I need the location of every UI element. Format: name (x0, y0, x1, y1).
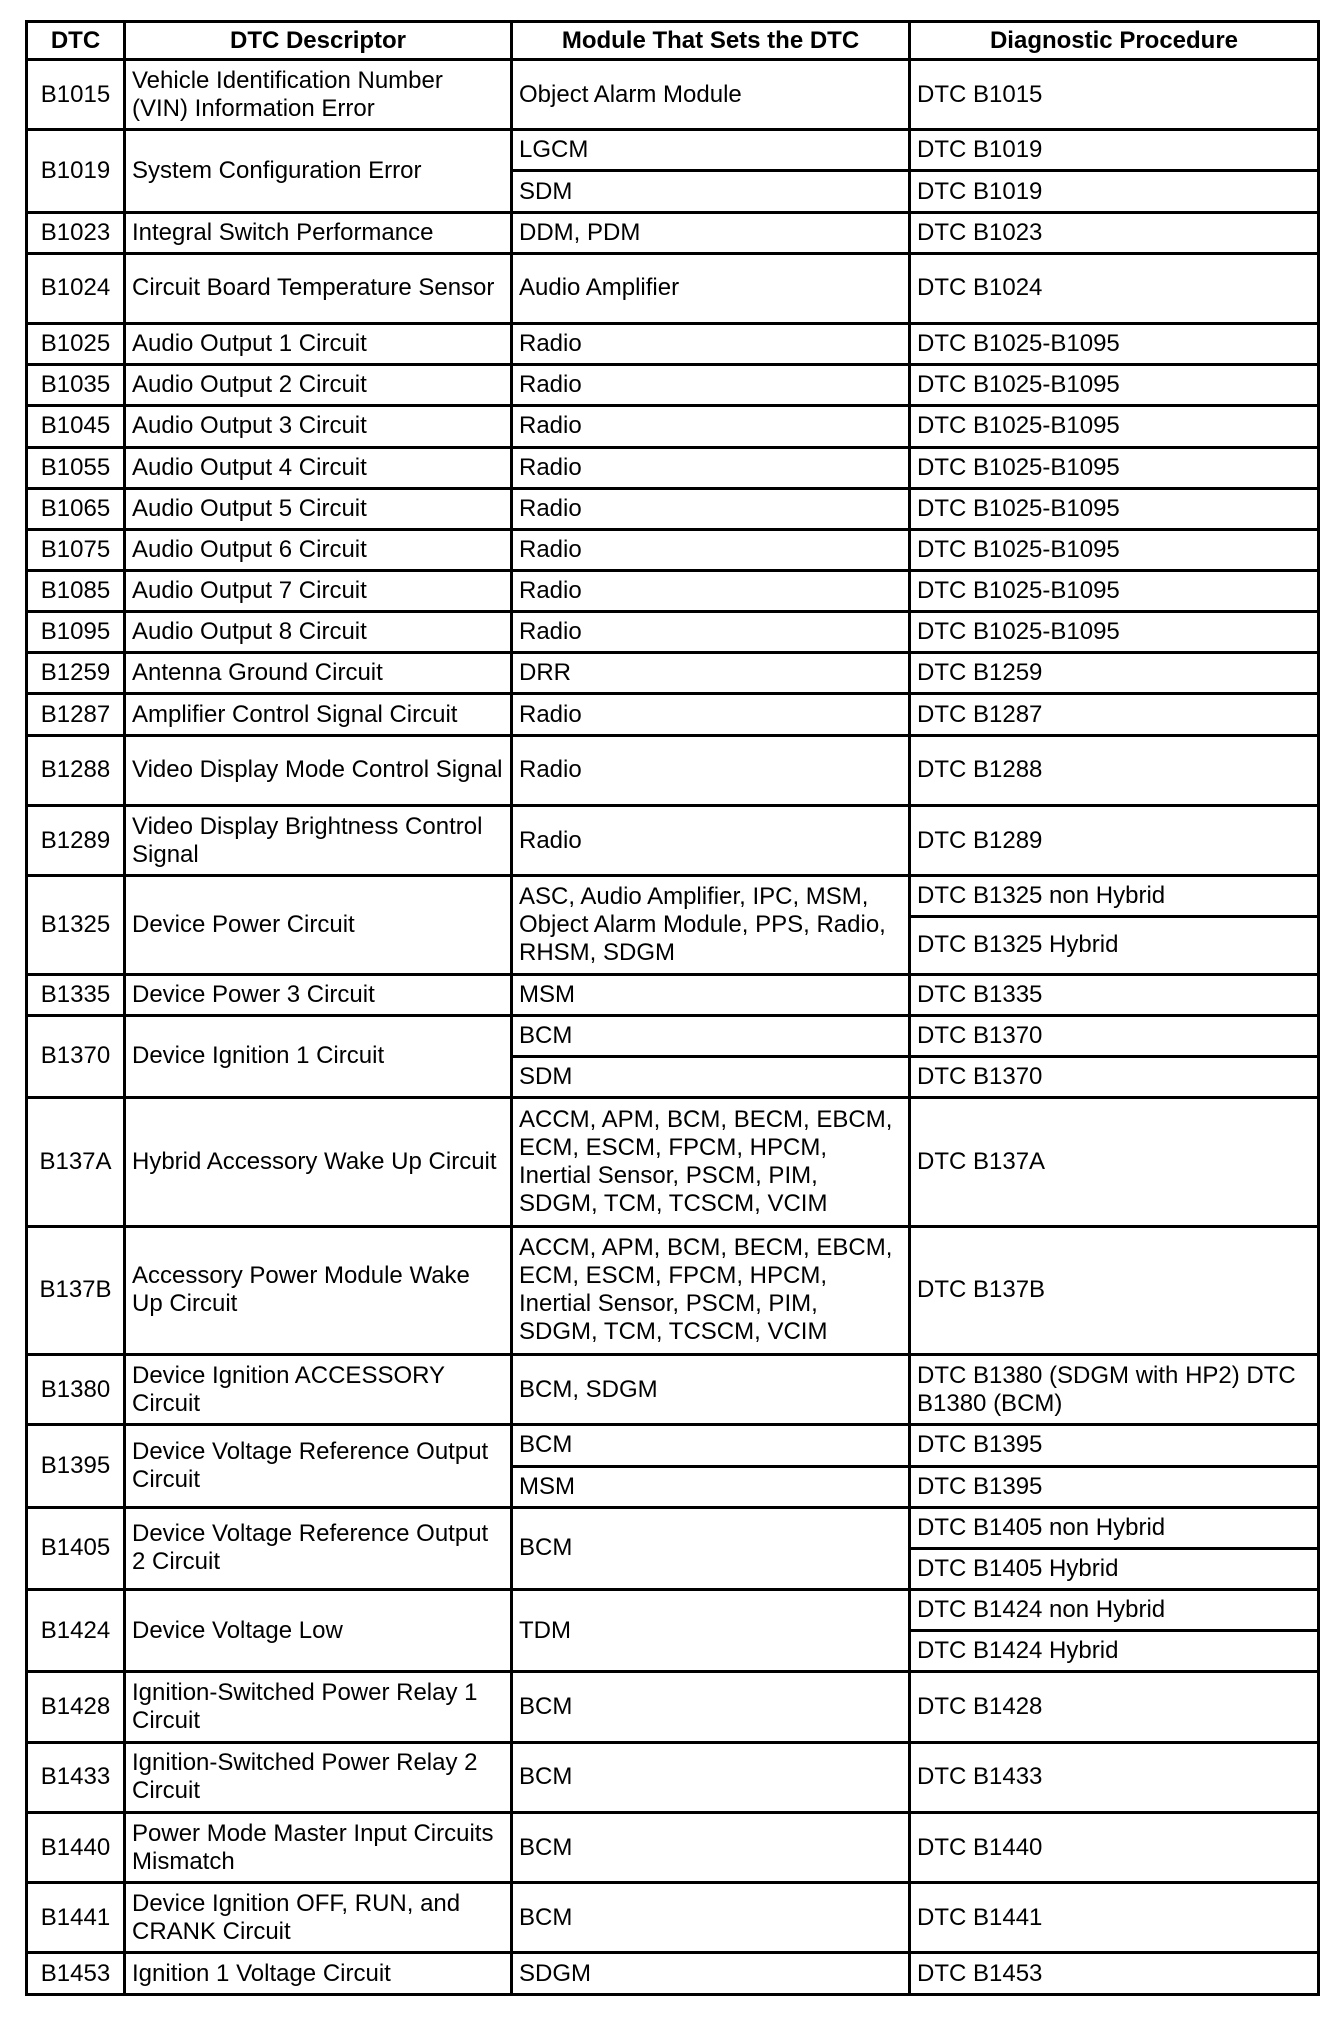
header-procedure: Diagnostic Procedure (910, 22, 1319, 60)
module-cell: Radio (512, 447, 910, 488)
table-row (27, 1507, 1319, 1548)
dtc-table (25, 20, 1320, 1996)
table-row (27, 488, 1319, 529)
procedure-cell: DTC B1325 non Hybrid (910, 876, 1319, 917)
module-cell: Object Alarm Module (512, 60, 910, 130)
table-row (27, 974, 1319, 1015)
table-row (27, 324, 1319, 365)
module-cell: TDM (512, 1589, 910, 1671)
procedure-cell: DTC B1288 (910, 735, 1319, 805)
module-cell: BCM, SDGM (512, 1355, 910, 1425)
dtc-code: B1428 (27, 1672, 125, 1742)
module-cell: Audio Amplifier (512, 253, 910, 323)
dtc-descriptor: Amplifier Control Signal Circuit (125, 694, 512, 735)
module-cell: Radio (512, 570, 910, 611)
module-cell: DDM, PDM (512, 212, 910, 253)
table-row (27, 1425, 1319, 1466)
table-row (27, 1098, 1319, 1227)
dtc-descriptor: System Configuration Error (125, 130, 512, 212)
procedure-cell: DTC B1405 Hybrid (910, 1548, 1319, 1589)
procedure-cell: DTC B1395 (910, 1466, 1319, 1507)
table-row (27, 1589, 1319, 1630)
dtc-descriptor: Ignition-Switched Power Relay 2 Circuit (125, 1742, 512, 1812)
dtc-code: B1065 (27, 488, 125, 529)
table-row (27, 1226, 1319, 1355)
module-cell: ACCM, APM, BCM, BECM, EBCM, ECM, ESCM, FPCM, HPCM, Inertial Sensor, PSCM, PIM, SDGM, TCM, TCSCM, VCIM (512, 1226, 910, 1355)
procedure-cell: DTC B1025-B1095 (910, 488, 1319, 529)
dtc-code: B1019 (27, 130, 125, 212)
procedure-cell: DTC B1441 (910, 1883, 1319, 1953)
table-row (27, 1672, 1319, 1742)
procedure-cell: DTC B1015 (910, 60, 1319, 130)
dtc-descriptor: Vehicle Identification Number (VIN) Information Error (125, 60, 512, 130)
table-row (27, 406, 1319, 447)
dtc-descriptor: Audio Output 5 Circuit (125, 488, 512, 529)
dtc-descriptor: Integral Switch Performance (125, 212, 512, 253)
dtc-code: B1015 (27, 60, 125, 130)
dtc-code: B1095 (27, 612, 125, 653)
dtc-descriptor: Video Display Brightness Control Signal (125, 805, 512, 875)
module-cell: SDGM (512, 1953, 910, 1995)
module-cell: MSM (512, 1466, 910, 1507)
module-cell: BCM (512, 1015, 910, 1056)
dtc-descriptor: Device Ignition ACCESSORY Circuit (125, 1355, 512, 1425)
table-row (27, 735, 1319, 805)
procedure-cell: DTC B1289 (910, 805, 1319, 875)
procedure-cell: DTC B1453 (910, 1953, 1319, 1995)
procedure-cell: DTC B1395 (910, 1425, 1319, 1466)
procedure-cell: DTC B1424 non Hybrid (910, 1589, 1319, 1630)
table-row (27, 447, 1319, 488)
header-module: Module That Sets the DTC (512, 22, 910, 60)
table-row (27, 1953, 1319, 1995)
dtc-descriptor: Audio Output 2 Circuit (125, 365, 512, 406)
dtc-code: B1025 (27, 324, 125, 365)
module-cell: Radio (512, 529, 910, 570)
header-descriptor: DTC Descriptor (125, 22, 512, 60)
module-cell: BCM (512, 1425, 910, 1466)
dtc-descriptor: Power Mode Master Input Circuits Mismatch (125, 1812, 512, 1882)
dtc-descriptor: Device Voltage Reference Output Circuit (125, 1425, 512, 1507)
table-row (27, 876, 1319, 917)
module-cell: Radio (512, 612, 910, 653)
module-cell: Radio (512, 694, 910, 735)
procedure-cell: DTC B1335 (910, 974, 1319, 1015)
dtc-descriptor: Ignition 1 Voltage Circuit (125, 1953, 512, 1995)
dtc-code: B1023 (27, 212, 125, 253)
dtc-code: B1024 (27, 253, 125, 323)
dtc-descriptor: Audio Output 1 Circuit (125, 324, 512, 365)
procedure-cell: DTC B1405 non Hybrid (910, 1507, 1319, 1548)
dtc-code: B1441 (27, 1883, 125, 1953)
module-cell: MSM (512, 974, 910, 1015)
dtc-code: B137B (27, 1226, 125, 1355)
procedure-cell: DTC B1025-B1095 (910, 612, 1319, 653)
dtc-descriptor: Ignition-Switched Power Relay 1 Circuit (125, 1672, 512, 1742)
procedure-cell: DTC B1025-B1095 (910, 570, 1319, 611)
procedure-cell: DTC B1370 (910, 1015, 1319, 1056)
table-row (27, 365, 1319, 406)
dtc-descriptor: Audio Output 6 Circuit (125, 529, 512, 570)
module-cell: SDM (512, 171, 910, 212)
dtc-code: B1325 (27, 876, 125, 974)
dtc-descriptor: Hybrid Accessory Wake Up Circuit (125, 1098, 512, 1227)
dtc-descriptor: Device Voltage Reference Output 2 Circuit (125, 1507, 512, 1589)
module-cell: LGCM (512, 130, 910, 171)
dtc-code: B1085 (27, 570, 125, 611)
procedure-cell: DTC B1023 (910, 212, 1319, 253)
dtc-code: B1433 (27, 1742, 125, 1812)
dtc-code: B1259 (27, 653, 125, 694)
dtc-code: B1380 (27, 1355, 125, 1425)
table-row (27, 529, 1319, 570)
module-cell: BCM (512, 1812, 910, 1882)
dtc-code: B1440 (27, 1812, 125, 1882)
table-row (27, 653, 1319, 694)
dtc-code: B1405 (27, 1507, 125, 1589)
dtc-code: B1035 (27, 365, 125, 406)
dtc-code: B137A (27, 1098, 125, 1227)
header-row (27, 22, 1319, 60)
table-row (27, 253, 1319, 323)
procedure-cell: DTC B1025-B1095 (910, 529, 1319, 570)
dtc-descriptor: Audio Output 4 Circuit (125, 447, 512, 488)
module-cell: Radio (512, 406, 910, 447)
dtc-descriptor: Device Power Circuit (125, 876, 512, 974)
table-row (27, 1812, 1319, 1882)
module-cell: BCM (512, 1672, 910, 1742)
table-row (27, 805, 1319, 875)
procedure-cell: DTC B1025-B1095 (910, 365, 1319, 406)
dtc-descriptor: Device Power 3 Circuit (125, 974, 512, 1015)
module-cell: Radio (512, 735, 910, 805)
procedure-cell: DTC B1025-B1095 (910, 324, 1319, 365)
procedure-cell: DTC B1019 (910, 130, 1319, 171)
table-row (27, 212, 1319, 253)
dtc-code: B1289 (27, 805, 125, 875)
table-row (27, 570, 1319, 611)
procedure-cell: DTC B137A (910, 1098, 1319, 1227)
module-cell: BCM (512, 1883, 910, 1953)
dtc-descriptor: Device Voltage Low (125, 1589, 512, 1671)
module-cell: ASC, Audio Amplifier, IPC, MSM, Object Alarm Module, PPS, Radio, RHSM, SDGM (512, 876, 910, 974)
dtc-descriptor: Device Ignition OFF, RUN, and CRANK Circuit (125, 1883, 512, 1953)
module-cell: SDM (512, 1056, 910, 1097)
procedure-cell: DTC B1433 (910, 1742, 1319, 1812)
table-row (27, 1742, 1319, 1812)
dtc-descriptor: Video Display Mode Control Signal (125, 735, 512, 805)
module-cell: BCM (512, 1742, 910, 1812)
dtc-code: B1055 (27, 447, 125, 488)
table-row (27, 694, 1319, 735)
module-cell: BCM (512, 1507, 910, 1589)
module-cell: Radio (512, 324, 910, 365)
module-cell: Radio (512, 365, 910, 406)
procedure-cell: DTC B1424 Hybrid (910, 1631, 1319, 1672)
table-row (27, 1015, 1319, 1056)
dtc-code: B1288 (27, 735, 125, 805)
header-dtc: DTC (27, 22, 125, 60)
module-cell: Radio (512, 805, 910, 875)
procedure-cell: DTC B1025-B1095 (910, 406, 1319, 447)
procedure-cell: DTC B1440 (910, 1812, 1319, 1882)
dtc-descriptor: Audio Output 7 Circuit (125, 570, 512, 611)
procedure-cell: DTC B1019 (910, 171, 1319, 212)
module-cell: ACCM, APM, BCM, BECM, EBCM, ECM, ESCM, FPCM, HPCM, Inertial Sensor, PSCM, PIM, SDGM, TCM, TCSCM, VCIM (512, 1098, 910, 1227)
procedure-cell: DTC B137B (910, 1226, 1319, 1355)
module-cell: DRR (512, 653, 910, 694)
procedure-cell: DTC B1025-B1095 (910, 447, 1319, 488)
table-row (27, 1883, 1319, 1953)
procedure-cell: DTC B1024 (910, 253, 1319, 323)
procedure-cell: DTC B1287 (910, 694, 1319, 735)
dtc-code: B1335 (27, 974, 125, 1015)
table-row (27, 1355, 1319, 1425)
table-row (27, 612, 1319, 653)
dtc-code: B1287 (27, 694, 125, 735)
dtc-descriptor: Audio Output 3 Circuit (125, 406, 512, 447)
dtc-code: B1370 (27, 1015, 125, 1097)
dtc-code: B1424 (27, 1589, 125, 1671)
dtc-code: B1075 (27, 529, 125, 570)
dtc-descriptor: Audio Output 8 Circuit (125, 612, 512, 653)
dtc-descriptor: Circuit Board Temperature Sensor (125, 253, 512, 323)
dtc-descriptor: Device Ignition 1 Circuit (125, 1015, 512, 1097)
dtc-descriptor: Antenna Ground Circuit (125, 653, 512, 694)
table-row (27, 130, 1319, 171)
dtc-code: B1045 (27, 406, 125, 447)
module-cell: Radio (512, 488, 910, 529)
dtc-descriptor: Accessory Power Module Wake Up Circuit (125, 1226, 512, 1355)
procedure-cell: DTC B1380 (SDGM with HP2) DTC B1380 (BCM) (910, 1355, 1319, 1425)
dtc-code: B1453 (27, 1953, 125, 1995)
table-row (27, 60, 1319, 130)
procedure-cell: DTC B1370 (910, 1056, 1319, 1097)
procedure-cell: DTC B1428 (910, 1672, 1319, 1742)
procedure-cell: DTC B1259 (910, 653, 1319, 694)
dtc-code: B1395 (27, 1425, 125, 1507)
procedure-cell: DTC B1325 Hybrid (910, 917, 1319, 974)
